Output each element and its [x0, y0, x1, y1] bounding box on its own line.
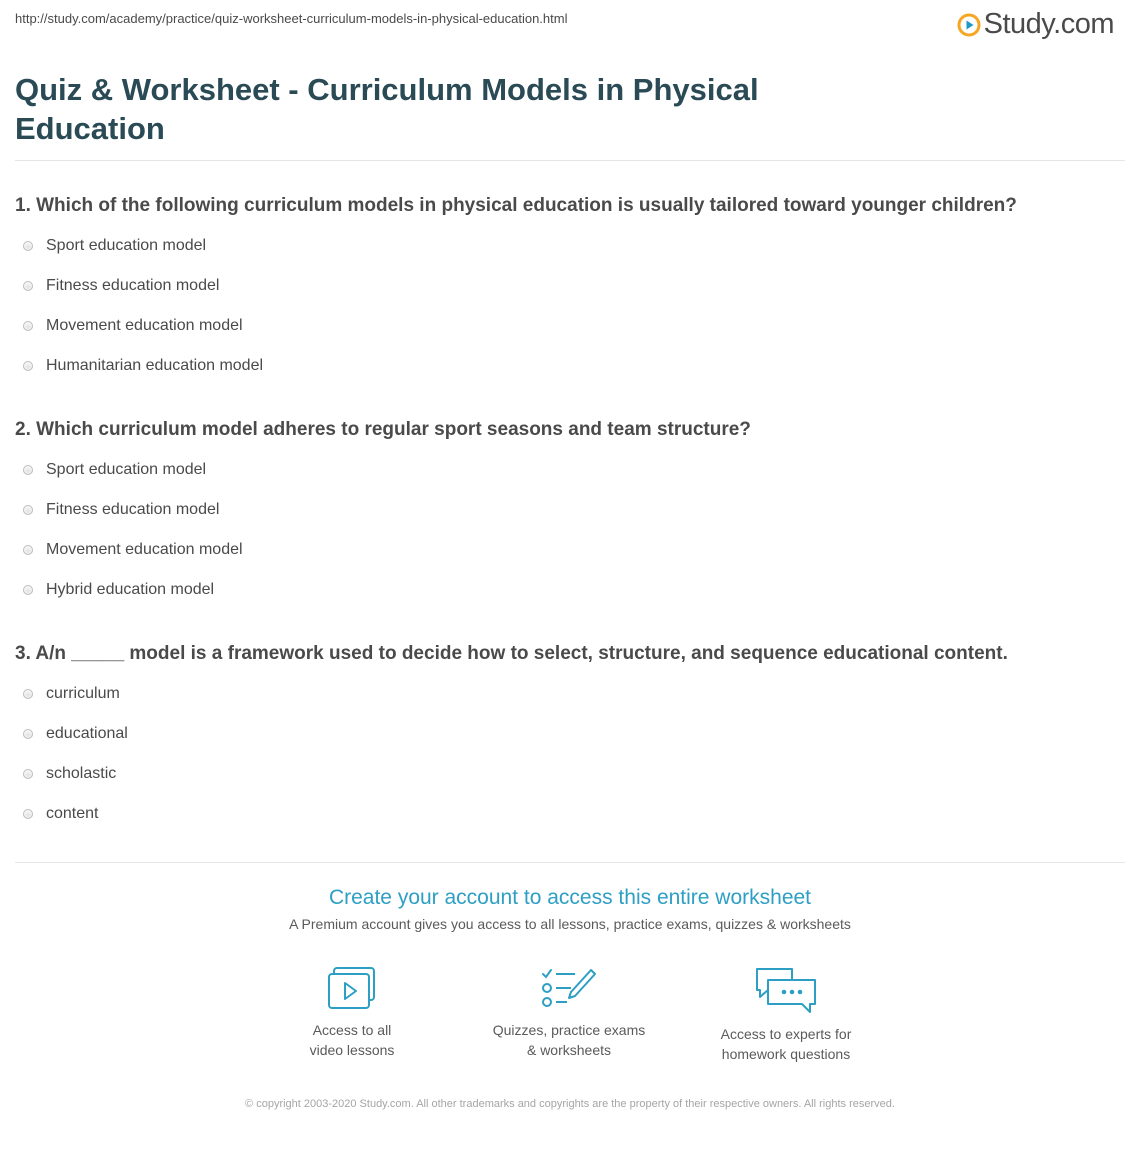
question-3-option-3[interactable] — [23, 765, 116, 783]
question-3-title: 3. A/n _____ model is a framework used to decide how to select, structure, and sequence educational content. — [15, 643, 1008, 664]
expert-chat-icon — [754, 966, 818, 1016]
radio-button[interactable] — [23, 585, 33, 595]
question-2-option-3[interactable] — [23, 541, 243, 559]
radio-button[interactable] — [23, 361, 33, 371]
radio-button[interactable] — [23, 241, 33, 251]
footer-copyright: © copyright 2003-2020 Study.com. All other trademarks and copyrights are the property of their respective owners. All rights reserved. — [245, 1098, 895, 1110]
question-3-option-1[interactable] — [23, 685, 120, 703]
option-label: Sport education model — [46, 237, 207, 254]
feature-quizzes — [469, 966, 669, 1060]
option-label: scholastic — [46, 765, 117, 782]
radio-button[interactable] — [23, 465, 33, 475]
question-2-option-1[interactable] — [23, 461, 206, 479]
question-1-title: 1. Which of the following curriculum models in physical education is usually tailored toward younger children? — [15, 195, 1017, 216]
feature-label-line-1: Quizzes, practice exams — [492, 1022, 646, 1038]
radio-button[interactable] — [23, 689, 33, 699]
header-divider — [15, 160, 1125, 161]
question-1-option-3[interactable] — [23, 317, 243, 335]
feature-label-line-2: video lessons — [309, 1042, 395, 1058]
question-2-title: 2. Which curriculum model adheres to regular sport seasons and team structure? — [15, 419, 751, 440]
page-title: Quiz & Worksheet - Curriculum Models in Physical Education — [15, 72, 759, 146]
question-3-option-4[interactable] — [23, 805, 98, 823]
option-label: Movement education model — [46, 317, 243, 334]
question-1-option-4[interactable] — [23, 357, 263, 375]
premium-description: A Premium account gives you access to all lessons, practice exams, quizzes & worksheets — [289, 916, 851, 932]
option-label: curriculum — [46, 685, 120, 702]
feature-video-lessons — [252, 966, 452, 1060]
question-1-option-1[interactable] — [23, 237, 206, 255]
radio-button[interactable] — [23, 505, 33, 515]
radio-button[interactable] — [23, 281, 33, 291]
question-2-option-4[interactable] — [23, 581, 214, 599]
study-logo[interactable] — [957, 8, 1114, 41]
option-label: Hybrid education model — [46, 581, 215, 598]
option-label: Fitness education model — [46, 277, 220, 294]
create-account-link[interactable]: Create your account to access this entire worksheet — [328, 886, 812, 909]
feature-label — [686, 1024, 886, 1064]
logo-text: Study.com — [983, 8, 1114, 40]
option-label: Humanitarian education model — [46, 357, 264, 374]
page-url: http://study.com/academy/practice/quiz-worksheet-curriculum-models-in-physical-education.html — [15, 11, 568, 26]
feature-label — [469, 1020, 669, 1060]
play-circle-icon — [957, 13, 981, 37]
question-3-option-2[interactable] — [23, 725, 128, 743]
feature-label-line-1: Access to all — [312, 1022, 392, 1038]
feature-label-line-2: homework questions — [721, 1046, 851, 1062]
question-2-option-2[interactable] — [23, 501, 219, 519]
video-lessons-icon — [326, 966, 378, 1012]
question-1-option-2[interactable] — [23, 277, 219, 295]
option-label: Fitness education model — [46, 501, 220, 518]
radio-button[interactable] — [23, 545, 33, 555]
radio-button[interactable] — [23, 809, 33, 819]
radio-button[interactable] — [23, 769, 33, 779]
feature-label-line-1: Access to experts for — [720, 1026, 852, 1042]
questions-divider — [15, 862, 1125, 863]
feature-experts — [686, 966, 886, 1064]
radio-button[interactable] — [23, 729, 33, 739]
option-label: Sport education model — [46, 461, 207, 478]
quiz-checklist-icon — [541, 966, 597, 1012]
feature-label — [252, 1020, 452, 1060]
option-label: educational — [46, 725, 128, 742]
option-label: content — [46, 805, 99, 822]
feature-label-line-2: & worksheets — [526, 1042, 612, 1058]
option-label: Movement education model — [46, 541, 243, 558]
radio-button[interactable] — [23, 321, 33, 331]
